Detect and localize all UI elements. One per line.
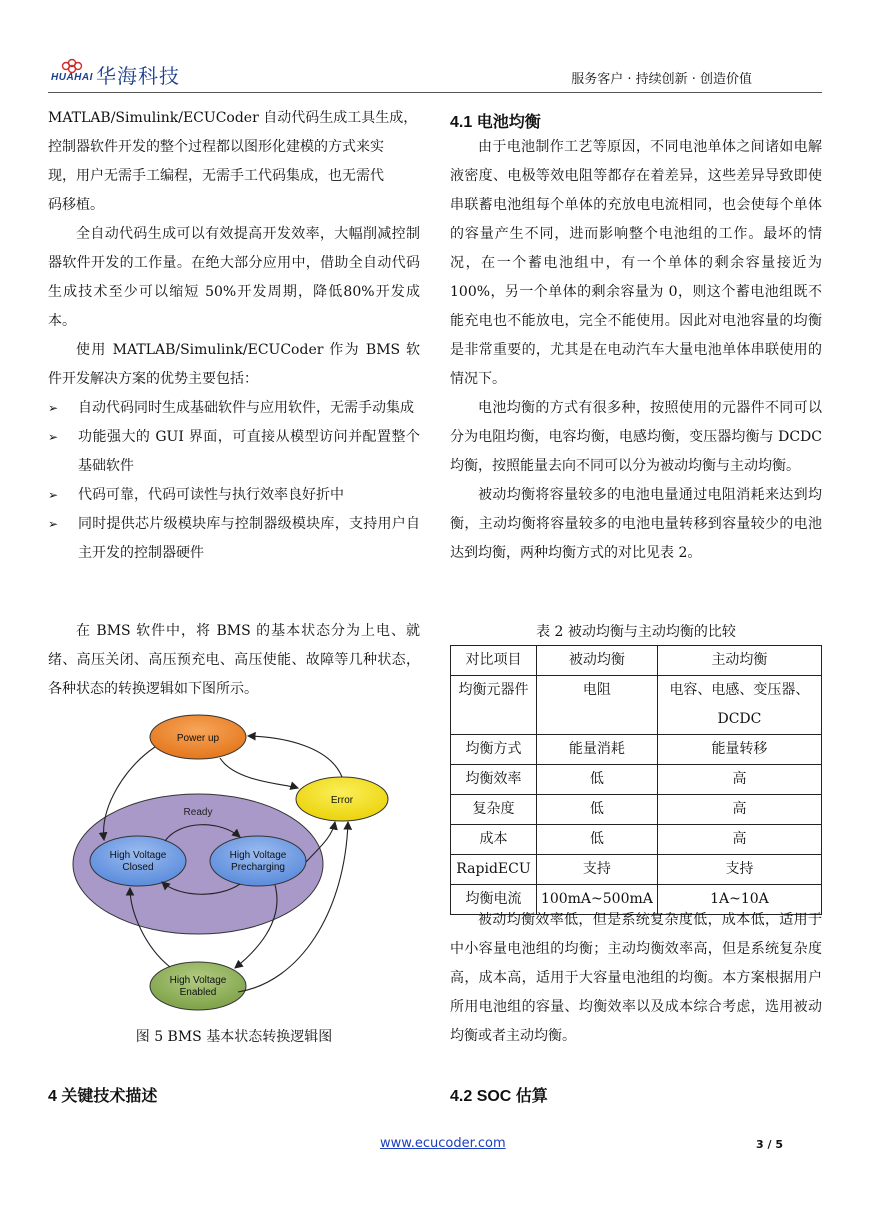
table-caption: 表 2 被动均衡与主动均衡的比较 bbox=[536, 624, 736, 640]
table-cell: 复杂度 bbox=[451, 795, 537, 825]
paragraph: 被动均衡将容量较多的电池电量通过电阻消耗来达到均衡，主动均衡将容量较多的电池电量转移到容量较少的电池达到均衡，两种均衡方式的对比见表 2。 bbox=[450, 487, 822, 561]
hv-precharging-state bbox=[210, 836, 306, 886]
company-logo bbox=[48, 58, 98, 88]
table-header-cell: 主动均衡 bbox=[657, 646, 821, 676]
right-text bbox=[450, 133, 822, 568]
bullet-text: 功能强大的 GUI 界面，可直接从模型访问并配置整个基础软件 bbox=[78, 429, 420, 474]
arrow-bullet-icon: ➢ bbox=[48, 488, 59, 502]
table-row bbox=[451, 825, 822, 855]
table-row bbox=[451, 735, 822, 765]
intro-line: MATLAB/Simulink/ECUCoder 自动代码生成工具生成， bbox=[48, 110, 418, 126]
table-cell: 1A~10A bbox=[657, 885, 821, 915]
hv-enabled-state bbox=[150, 962, 246, 1010]
table-row bbox=[451, 795, 822, 825]
paragraph: 由于电池制作工艺等原因，不同电池单体之间诸如电解液密度、电极等效电阻等都存在着差异，这些差异导致即使串联蓄电池组每个单体的充放电电流相同，也会使每个单体的容量产生不同，进而影响整个电池组的工作。最坏的情况，在一个蓄电池组中，有一个单体的剩余容量接近为 100%，另一个单体的剩余容量为 0，则这个蓄电池组既不能充电也不能放电，完全不能使用。因此对电池容量的均衡是非常重要的，尤其是在电动汽车大量电池单体串联使用的情况下。 bbox=[450, 139, 822, 387]
page-number: 3 / 5 bbox=[756, 1138, 783, 1151]
table-cell: 能量消耗 bbox=[536, 735, 657, 765]
table-cell: 能量转移 bbox=[657, 735, 821, 765]
table-cell: RapidECU bbox=[451, 855, 537, 885]
hv-enabled-label-1: High Voltage bbox=[169, 975, 227, 986]
table-header-row bbox=[451, 646, 822, 676]
bullet-item bbox=[48, 423, 420, 481]
hv-precharging-label-2: Precharging bbox=[231, 862, 285, 873]
bullet-item bbox=[48, 510, 420, 568]
section-heading-4-2: 4.2 SOC 估算 bbox=[450, 1088, 548, 1105]
table-cell: 高 bbox=[657, 765, 821, 795]
hv-closed-label-2: Closed bbox=[122, 862, 154, 873]
bullet-item bbox=[48, 481, 420, 510]
logo-text: HUAHAI bbox=[51, 72, 93, 83]
arrow-bullet-icon: ➢ bbox=[48, 401, 59, 415]
bullet-text: 同时提供芯片级模块库与控制器级模块库，支持用户自主开发的控制器硬件 bbox=[78, 516, 420, 561]
table-row bbox=[451, 855, 822, 885]
section-heading-4-1: 4.1 电池均衡 bbox=[450, 114, 541, 131]
error-label: Error bbox=[330, 795, 354, 806]
header bbox=[48, 56, 822, 92]
table-cell: 均衡电流 bbox=[451, 885, 537, 915]
table-row bbox=[451, 676, 822, 735]
table-cell: 成本 bbox=[451, 825, 537, 855]
table-cell: 均衡方式 bbox=[451, 735, 537, 765]
header-rule bbox=[48, 92, 822, 93]
left-intro bbox=[48, 104, 420, 568]
table-cell: 低 bbox=[536, 765, 657, 795]
table-cell: 高 bbox=[657, 825, 821, 855]
paragraph: 被动均衡效率低，但是系统复杂度低，成本低，适用于中小容量电池组的均衡；主动均衡效率高，但是系统复杂度高，成本高，适用于大容量电池组的均衡。本方案根据用户所用电池组的容量、均衡效率以及成本综合考虑，选用被动均衡或者主动均衡。 bbox=[450, 912, 822, 1044]
table-cell: 低 bbox=[536, 795, 657, 825]
table-row bbox=[451, 765, 822, 795]
table-cell: 均衡元器件 bbox=[451, 676, 537, 735]
comparison-table bbox=[450, 645, 822, 915]
table-header-cell: 被动均衡 bbox=[536, 646, 657, 676]
table-cell: 电容、电感、变压器、DCDC bbox=[657, 676, 821, 735]
bullet-item bbox=[48, 394, 420, 423]
slogan: 服务客户 · 持续创新 · 创造价值 bbox=[571, 72, 752, 87]
state-diagram bbox=[70, 712, 400, 1014]
right-conclusion bbox=[450, 906, 822, 1051]
figure-caption: 图 5 BMS 基本状态转换逻辑图 bbox=[135, 1029, 333, 1045]
table-cell: 低 bbox=[536, 825, 657, 855]
table-cell: 100mA~500mA bbox=[536, 885, 657, 915]
company-name: 华海科技 bbox=[96, 64, 180, 88]
hv-enabled-label-2: Enabled bbox=[179, 987, 217, 998]
bullet-text: 自动代码同时生成基础软件与应用软件，无需手动集成 bbox=[78, 400, 414, 416]
arrow-bullet-icon: ➢ bbox=[48, 430, 59, 444]
paragraph: 使用 MATLAB/Simulink/ECUCoder 作为 BMS 软件开发解决方案的优势主要包括： bbox=[48, 342, 420, 387]
ready-label: Ready bbox=[183, 807, 213, 818]
intro-line: 码移植。 bbox=[48, 197, 104, 213]
paragraph: 在 BMS 软件中，将 BMS 的基本状态分为上电、就绪、高压关闭、高压预充电、高压使能、故障等几种状态，各种状态的转换逻辑如下图所示。 bbox=[48, 623, 420, 697]
table-cell: 高 bbox=[657, 795, 821, 825]
left-state-paragraph bbox=[48, 617, 420, 704]
transition-arrow bbox=[248, 736, 342, 777]
bullet-text: 代码可靠，代码可读性与执行效率良好折中 bbox=[78, 487, 344, 503]
power-up-label: Power up bbox=[176, 733, 220, 744]
table-header-cell: 对比项目 bbox=[451, 646, 537, 676]
paragraph: 全自动代码生成可以有效提高开发效率，大幅削减控制器软件开发的工作量。在绝大部分应用中，借助全自动代码生成技术至少可以缩短 50%开发周期，降低80%开发成本。 bbox=[48, 226, 420, 329]
hv-precharging-label-1: High Voltage bbox=[229, 850, 287, 861]
table-cell: 电阻 bbox=[536, 676, 657, 735]
table-cell: 支持 bbox=[657, 855, 821, 885]
footer-url-link[interactable]: www.ecucoder.com bbox=[380, 1136, 506, 1151]
intro-line: 控制器软件开发的整个过程都以图形化建模的方式来实 bbox=[48, 139, 384, 155]
intro-line: 现，用户无需手工编程，无需手工代码集成，也无需代 bbox=[48, 168, 384, 184]
transition-arrow bbox=[220, 758, 298, 788]
hv-closed-state bbox=[90, 836, 186, 886]
hv-closed-label-1: High Voltage bbox=[109, 850, 167, 861]
table-cell: 均衡效率 bbox=[451, 765, 537, 795]
arrow-bullet-icon: ➢ bbox=[48, 517, 59, 531]
table-cell: 支持 bbox=[536, 855, 657, 885]
section-heading-4: 4 关键技术描述 bbox=[48, 1088, 158, 1105]
paragraph: 电池均衡的方式有很多种，按照使用的元器件不同可以分为电阻均衡，电容均衡，电感均衡，变压器均衡与 DCDC 均衡，按照能量去向不同可以分为被动均衡与主动均衡。 bbox=[450, 400, 822, 474]
